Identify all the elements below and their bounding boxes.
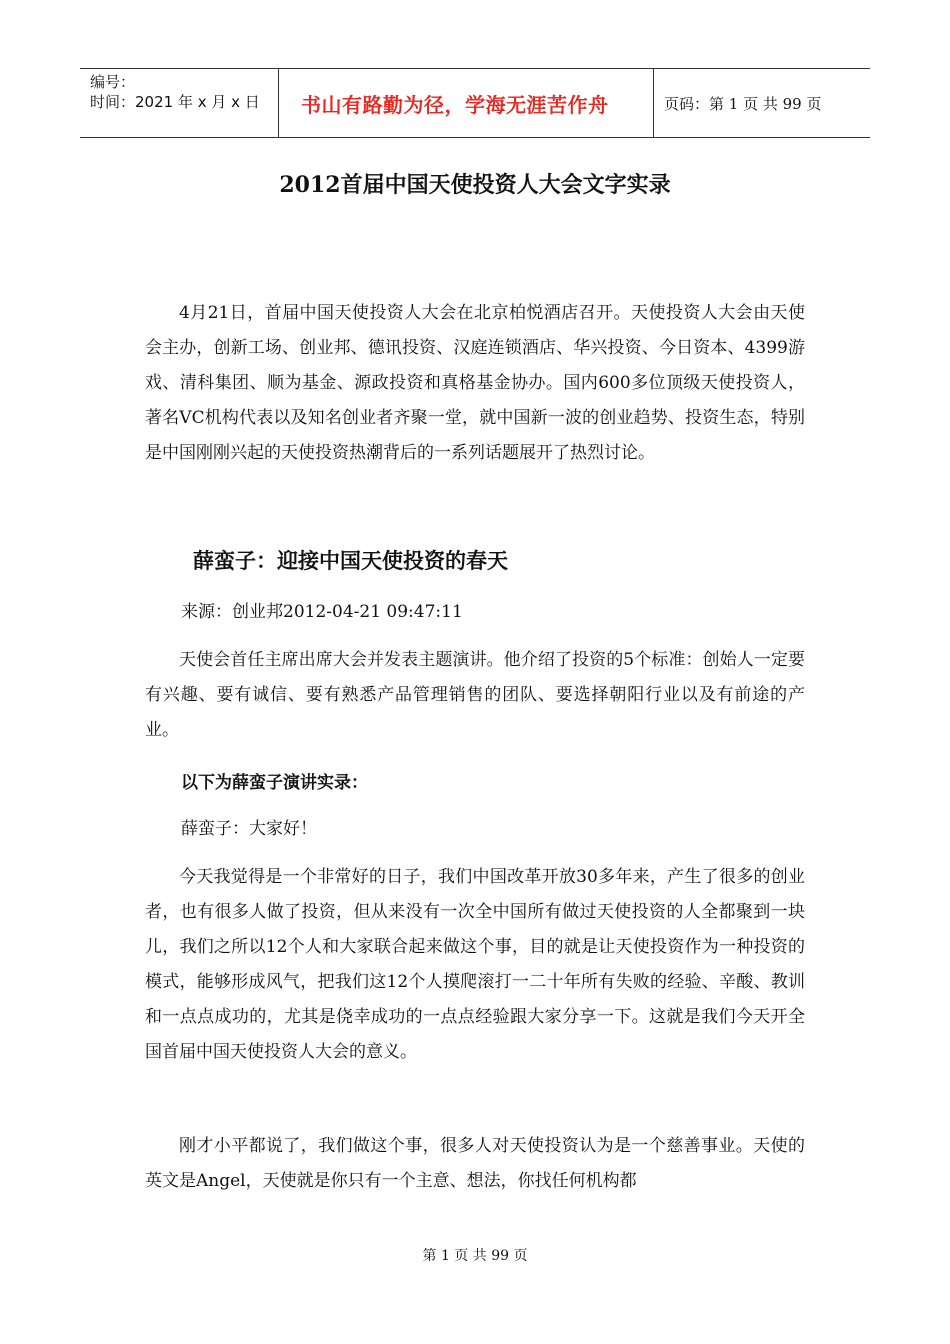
transcript-heading: 以下为薛蛮子演讲实录： xyxy=(181,773,368,793)
document-date-label: 时间：2021 年 x 月 x 日 xyxy=(90,93,260,111)
document-title: 2012首届中国天使投资人大会文字实录 xyxy=(279,172,671,198)
section-heading: 薛蛮子：迎接中国天使投资的春天 xyxy=(193,548,508,573)
speech-block-2 xyxy=(145,1129,805,1199)
page-header xyxy=(80,68,870,138)
header-meta xyxy=(80,69,279,137)
summary-block xyxy=(145,643,805,748)
intro-block xyxy=(145,296,805,471)
speech-block-1 xyxy=(145,860,805,1070)
intro-paragraph: 4月21日，首届中国天使投资人大会在北京柏悦酒店召开。天使投资人大会由天使会主办，创新工场、创业邦、德讯投资、汉庭连锁酒店、华兴投资、今日资本、4399游戏、清科集团、顺为基金、源政投资和真格基金协办。国内600多位顶级天使投资人，著名VC机构代表以及知名创业者齐聚一堂，就中国新一波的创业趋势、投资生态，特别是中国刚刚兴起的天使投资热潮背后的一系列话题展开了热烈讨论。 xyxy=(145,303,805,463)
header-page-info: 页码：第 1 页 共 99 页 xyxy=(664,94,822,113)
speech-paragraph-1: 今天我觉得是一个非常好的日子，我们中国改革开放30多年来，产生了很多的创业者，也有很多人做了投资，但从来没有一次全中国所有做过天使投资的人全都聚到一块儿，我们之所以12个人和大家联合起来做这个事，目的就是让天使投资作为一种投资的模式，能够形成风气，把我们这12个人摸爬滚打一二十年所有失败的经验、辛酸、教训和一点点成功的，尤其是侥幸成功的一点点经验跟大家分享一下。这就是我们今天开全国首届中国天使投资人大会的意义。 xyxy=(145,867,805,1062)
summary-paragraph: 天使会首任主席出席大会并发表主题演讲。他介绍了投资的5个标准：创始人一定要有兴趣、要有诚信、要有熟悉产品管理销售的团队、要选择朝阳行业以及有前途的产业。 xyxy=(145,650,805,740)
article-source: 来源：创业邦2012-04-21 09:47:11 xyxy=(181,602,463,622)
speech-paragraph-2: 刚才小平都说了，我们做这个事，很多人对天使投资认为是一个慈善事业。天使的英文是Angel，天使就是你只有一个主意、想法，你找任何机构都 xyxy=(145,1136,805,1191)
document-number-label: 编号： xyxy=(90,73,136,91)
page-footer: 第 1 页 共 99 页 xyxy=(422,1248,528,1264)
header-motto: 书山有路勤为径，学海无涯苦作舟 xyxy=(301,92,609,117)
header-motto-cell xyxy=(279,69,654,137)
speaker-greeting: 薛蛮子：大家好！ xyxy=(181,819,317,839)
